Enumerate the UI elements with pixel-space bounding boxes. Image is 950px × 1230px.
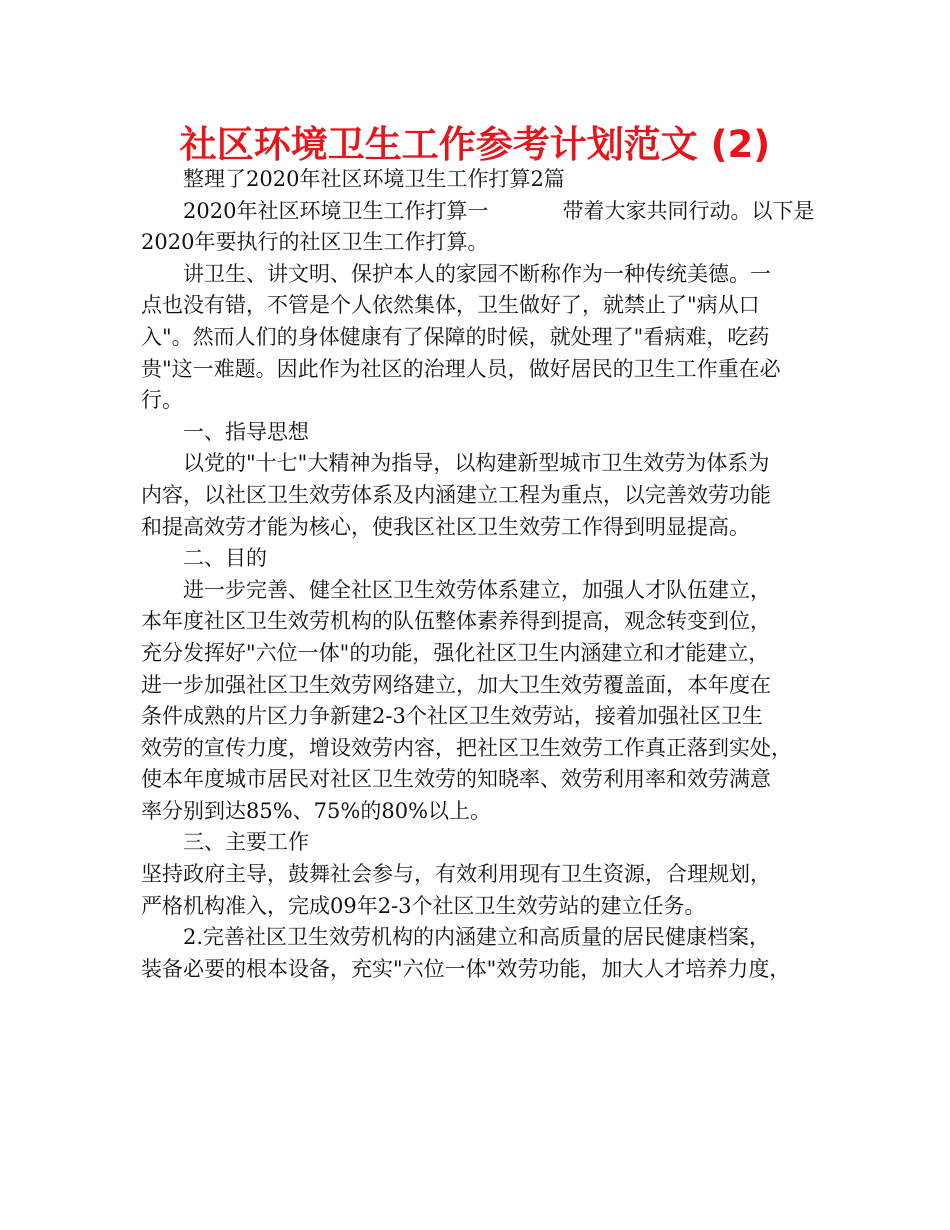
- text-line: 和提高效劳才能为核心，使我区社区卫生效劳工作得到明显提高。: [141, 514, 750, 539]
- text-line: 严格机构准入，完成09年2-3个社区卫生效劳站的建立任务。: [141, 893, 706, 918]
- text-segment: 2020年社区环境卫生工作打算一: [183, 198, 489, 223]
- section-heading: 三、主要工作: [183, 830, 309, 855]
- text-line: 入"。然而人们的身体健康有了保障的时候，就处理了"看病难，吃药: [141, 324, 770, 349]
- section-heading: 二、目的: [183, 546, 267, 571]
- text-segment: 带着大家共同行动。以下是: [562, 198, 815, 223]
- text-line: 率分别到达85%、75%的80%以上。: [141, 798, 492, 823]
- text-line: 效劳的宣传力度，增设效劳内容，把社区卫生效劳工作真正落到实处，: [141, 735, 792, 760]
- text-line: 进一步加强社区卫生效劳网络建立，加大卫生效劳覆盖面，本年度在: [141, 672, 771, 697]
- text-line: 条件成熟的片区力争新建2-3个社区卫生效劳站，接着加强社区卫生: [141, 704, 763, 729]
- text-line: 装备必要的根本设备，充实"六位一体"效劳功能，加大人才培养力度，: [141, 956, 791, 981]
- text-line: 充分发挥好"六位一体"的功能，强化社区卫生内涵建立和才能建立，: [141, 640, 770, 665]
- text-line: 内容，以社区卫生效劳体系及内涵建立工程为重点，以完善效劳功能: [141, 482, 771, 507]
- text-line: 贵"这一难题。因此作为社区的治理人员，做好居民的卫生工作重在必: [141, 356, 781, 381]
- text-line: 行。: [141, 388, 183, 413]
- text-line: 坚持政府主导，鼓舞社会参与，有效利用现有卫生资源，合理规划，: [141, 862, 771, 887]
- section-heading: 一、指导思想: [183, 419, 309, 444]
- text-line: 2.完善社区卫生效劳机构的内涵建立和高质量的居民健康档案，: [183, 925, 771, 950]
- text-line: 使本年度城市居民对社区卫生效劳的知晓率、效劳利用率和效劳满意: [141, 767, 771, 792]
- text-line: 整理了2020年社区环境卫生工作打算2篇: [183, 167, 565, 191]
- text-line: 2020年要执行的社区卫生工作打算。: [141, 230, 489, 255]
- text-line: 点也没有错，不管是个人依然集体，卫生做好了，就禁止了"病从口: [141, 293, 760, 318]
- text-line: [141, 196, 821, 228]
- document-body: [141, 164, 821, 985]
- text-line: 以党的"十七"大精神为指导，以构建新型城市卫生效劳为体系为: [183, 451, 770, 476]
- document-title: 社区环境卫生工作参考计划范文 (2): [179, 123, 771, 166]
- text-line: 进一步完善、健全社区卫生效劳体系建立，加强人才队伍建立，: [183, 577, 771, 602]
- text-line: 本年度社区卫生效劳机构的队伍整体素养得到提高，观念转变到位，: [141, 609, 771, 634]
- text-line: 讲卫生、讲文明、保护本人的家园不断称作为一种传统美德。一: [183, 261, 771, 286]
